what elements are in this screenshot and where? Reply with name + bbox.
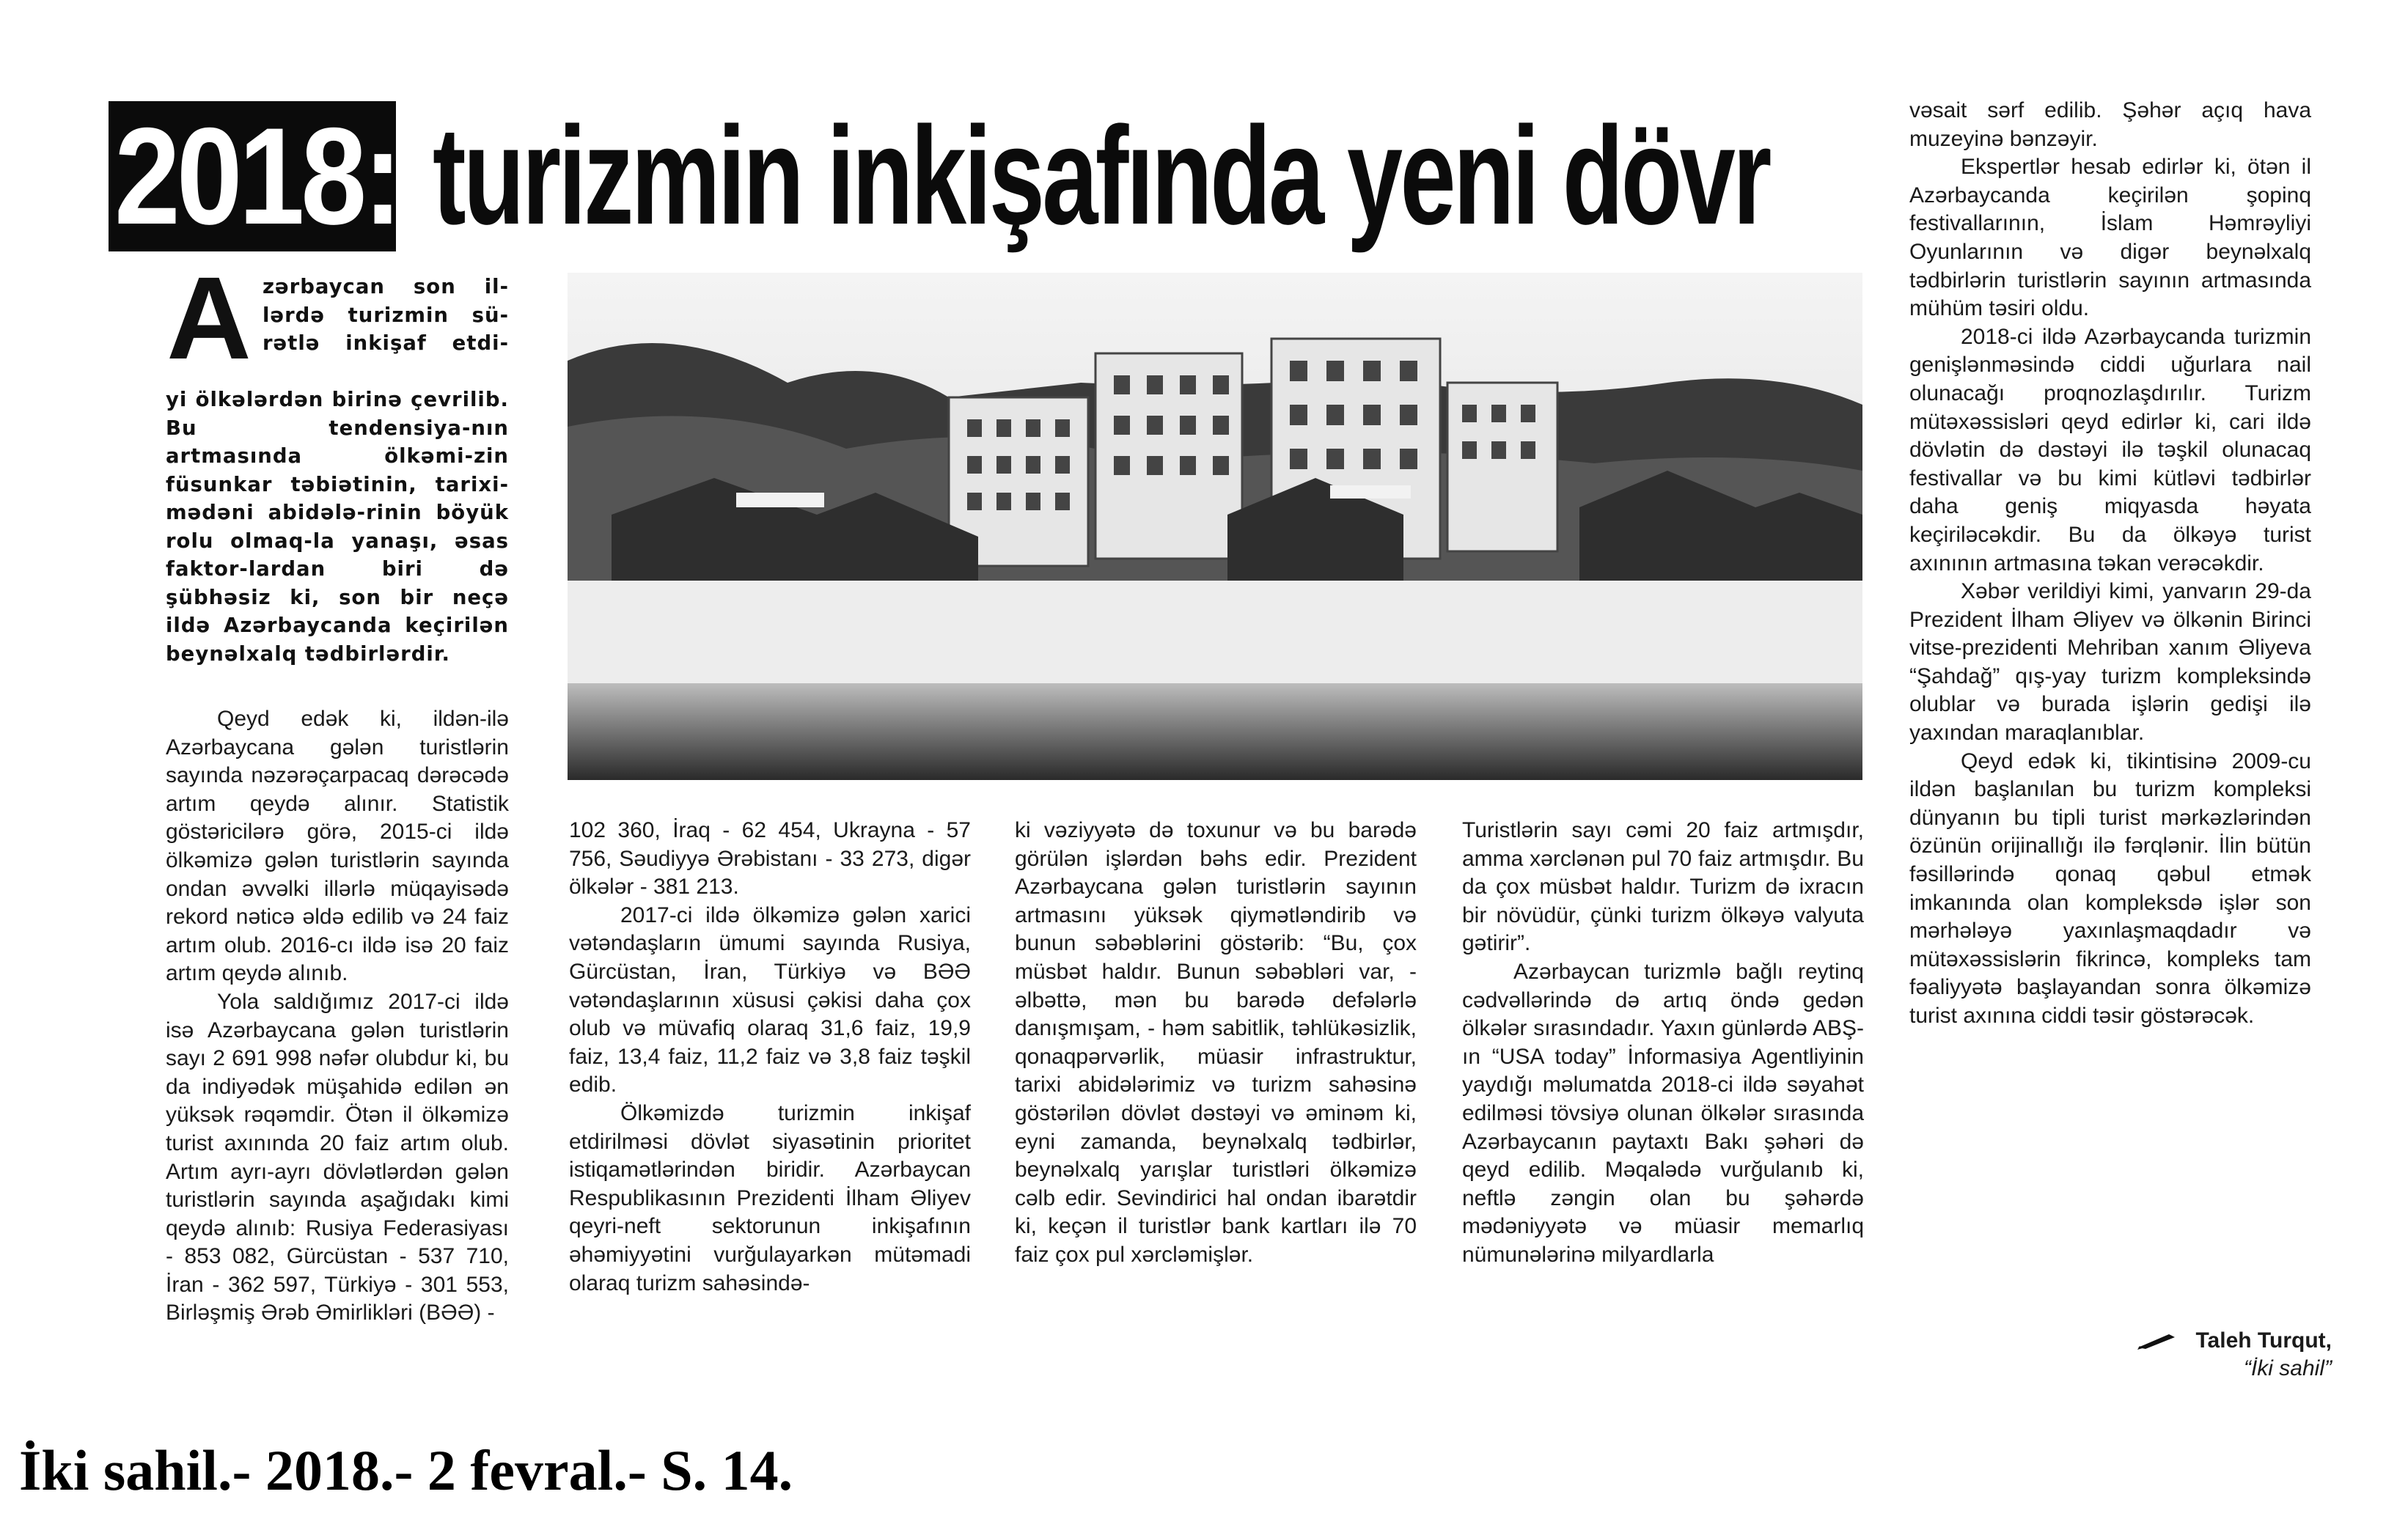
paragraph: ki vəziyyətə də toxunur və bu barədə görülən işlərdən bəhs edir. Prezident Azərbaycana gələn turistlərin sayının artmasını yüksək qiymətləndirib və bunun səbəblərini göstərib: “Bu, çox müsbət haldır. Bunun səbəbləri var, - əlbəttə, mən bu barədə defələrlə danışmışam, - həm sabitlik, təhlükəsizlik, qonaqpərvərlik, müasir infrastruktur, tarixi abidələrimiz və turizm sahəsinə göstərilən dövlət dəstəyi və əminəm ki, eyni zamanda, beynəlxalq tədbirlər, beynəlxalq yarışlar turistləri ölkəmizə cəlb edir. Sevindirici hal ondan ibarətdir ki, keçən il turistlər bank kartları ilə 70 faiz çox pul xərcləmişlər. [1015,818,1417,1267]
paragraph: Ölkəmizdə turizmin inkişaf etdirilməsi dövlət siyasətinin prioritet istiqamətlərindən biridir. Azərbaycan Respublikasının Prezidenti İlham Əliyev qeyri-neft sektorunun inkişafının əhəmiyyətini vurğulayarkən mütəmadi olaraq turizm sahəsində- [569,1100,971,1295]
paragraph: Ekspertlər hesab edirlər ki, ötən il Azərbaycanda keçirilən şopinq festivallarının, İslam Həmrəyliyi Oyunlarının və digər beynəlxalq tədbirlərin turistlərin sayının artmasında mühüm təsiri oldu. [1909,155,2311,321]
article-column-1 [166,705,509,1328]
paragraph: vəsait sərf edilib. Şəhər açıq hava muzeyinə bənzəyir. [1909,98,2311,151]
paragraph: 2018-ci ildə Azərbaycanda turizmin genişlənməsində ciddi uğurlara nail olunacağı proqnozlaşdırılır. Turizm mütəxəssisləri qeyd edirlər ki, cari ildə dövlətin də dəstəyi ilə təşkil olunacaq festivallar və bu kimi kütləvi tədbirlər daha geniş miqyasda həyata keçiriləcəkdir. Bu da ölkəyə turist axınının artmasına təkan verəcəkdir. [1909,324,2311,575]
author-source: “İki sahil” [2243,1356,2332,1380]
article-column-5 [1909,97,2311,1031]
headline-year: 2018: [114,99,399,253]
lead-line: zərbaycan son il- [263,275,509,298]
headline-title: turizmin inkişafında yeni dövr [433,98,1769,254]
article-column-4 [1462,817,1864,1270]
paragraph: Qeyd edək ki, ildən-ilə Azərbaycana gələn turistlərin sayında nəzərəçarpacaq dərəcədə artım qeydə alınır. Statistik göstəricilərə görə, 2015-ci ildə ölkəmizə gələn turistlərin sayında ondan əvvəlki illərlə müqayisədə rekord nəticə əldə edilib və 24 faiz artım olub. 2016-cı ildə isə 20 faiz artım qeydə alınıb. [166,707,509,986]
paragraph: Qeyd edək ki, tikintisinə 2009-cu ildən başlanılan bu turizm kompleksi dünyanın bu tipli turist mərkəzlərindən özünün orijinallığı ilə fərqlənir. İlin bütün fəsillərində qonaq qəbul etmək imkanında olan kompleksdə işlər son mərhələyə yaxınlaşmaqdadır və mütəxəssislərin fikrincə, kompleks tam fəaliyyətə başlayandan sonra ölkəmizə turist axınına ciddi təsir göstərəcək. [1909,749,2311,1028]
paragraph: 2017-ci ildə ölkəmizə gələn xarici vətəndaşların ümumi sayında Rusiya, Gürcüstan, İran, Türkiyə və BƏƏ vətəndaşlarının xüsusi çəkisi daha çox olub və müvafiq olaraq 31,6 faiz, 19,9 faiz, 13,4 faiz, 11,2 faiz və 3,8 faiz təşkil edib. [569,902,971,1097]
paragraph: Azərbaycan turizmlə bağlı reytinq cədvəllərində də artıq öndə gedən ölkələr sırasındadır. Yaxın günlərdə ABŞ-ın “USA today” İnformasiya Agentliyinin yaydığı məlumatda 2018-ci ildə səyahət edilməsi tövsiyə olunan ölkələr sırasında Azərbaycanın paytaxtı Bakı şəhəri də qeyd edilib. Məqalədə vurğulanıb ki, neftlə zəngin olan bu şəhərdə mədəniyyətə və müasir memarlıq nümunələrinə milyardlarla [1462,959,1864,1267]
paragraph: Xəbər verildiyi kimi, yanvarın 29-da Prezident İlham Əliyev və ölkənin Birinci vitse-prezidenti Mehriban xanım Əliyeva “Şahdağ” qış-yay turizm kompleksində olublar və burada işlərin gedişi ilə yaxından maraqlanıblar. [1909,579,2311,746]
paragraph: Yola saldığımız 2017-ci ildə isə Azərbaycana gələn turistlərin sayı 2 691 998 nəfər olubdur ki, bu da indiyədək müşahidə edilən ən yüksək rəqəmdir. Ötən il ölkəmizə turist axınında 20 faiz artım olub. Artım ayrı-ayrı dövlətlərdən gələn turistlərin sayında aşağıdakı kimi qeydə alınıb: Rusiya Federasiyası - 853 082, Gürcüstan - 537 710, İran - 362 597, Türkiyə - 301 553, Birləşmiş Ərəb Əmirlikləri (BƏƏ) - [166,989,509,1325]
lead-line: lərdə turizmin sü- [263,303,509,327]
lead-first-lines [263,273,509,358]
lead-dropcap: A [166,252,252,383]
paragraph: 102 360, İraq - 62 454, Ukrayna - 57 756, Səudiyyə Ərəbistanı - 33 273, digər ölkələr - 381 213. [569,818,971,900]
pen-icon [2137,1331,2178,1350]
paragraph: Turistlərin sayı cəmi 20 faiz artmışdır, amma xərclənən pul 70 faiz artmışdır. Bu da çox müsbət haldır. Turizm də ixracın bir növüdür, çünki turizm ölkəyə valyuta gətirir”. [1462,818,1864,956]
lead-line: rətlə inkişaf etdi- [263,331,509,355]
resort-photo [568,273,1862,780]
article-column-3 [1015,817,1417,1270]
author-signature [2195,1327,2332,1383]
publication-citation: İki sahil.- 2018.- 2 fevral.- S. 14. [19,1438,793,1502]
lead-paragraph: yi ölkələrdən birinə çevrilib. Bu tendensiya-nın artmasında ölkəmi-zin füsunkar təbiətinin, tarixi-mədəni abidələ-rinin böyük rolu olmaq-la yanaşı, əsas faktor-lardan biri də şübhəsiz ki, son bir neçə ildə Azərbaycanda keçirilən beynəlxalq tədbirlərdir. [166,388,509,666]
author-name: Taleh Turqut, [2195,1328,2332,1353]
article-column-2 [569,817,971,1298]
